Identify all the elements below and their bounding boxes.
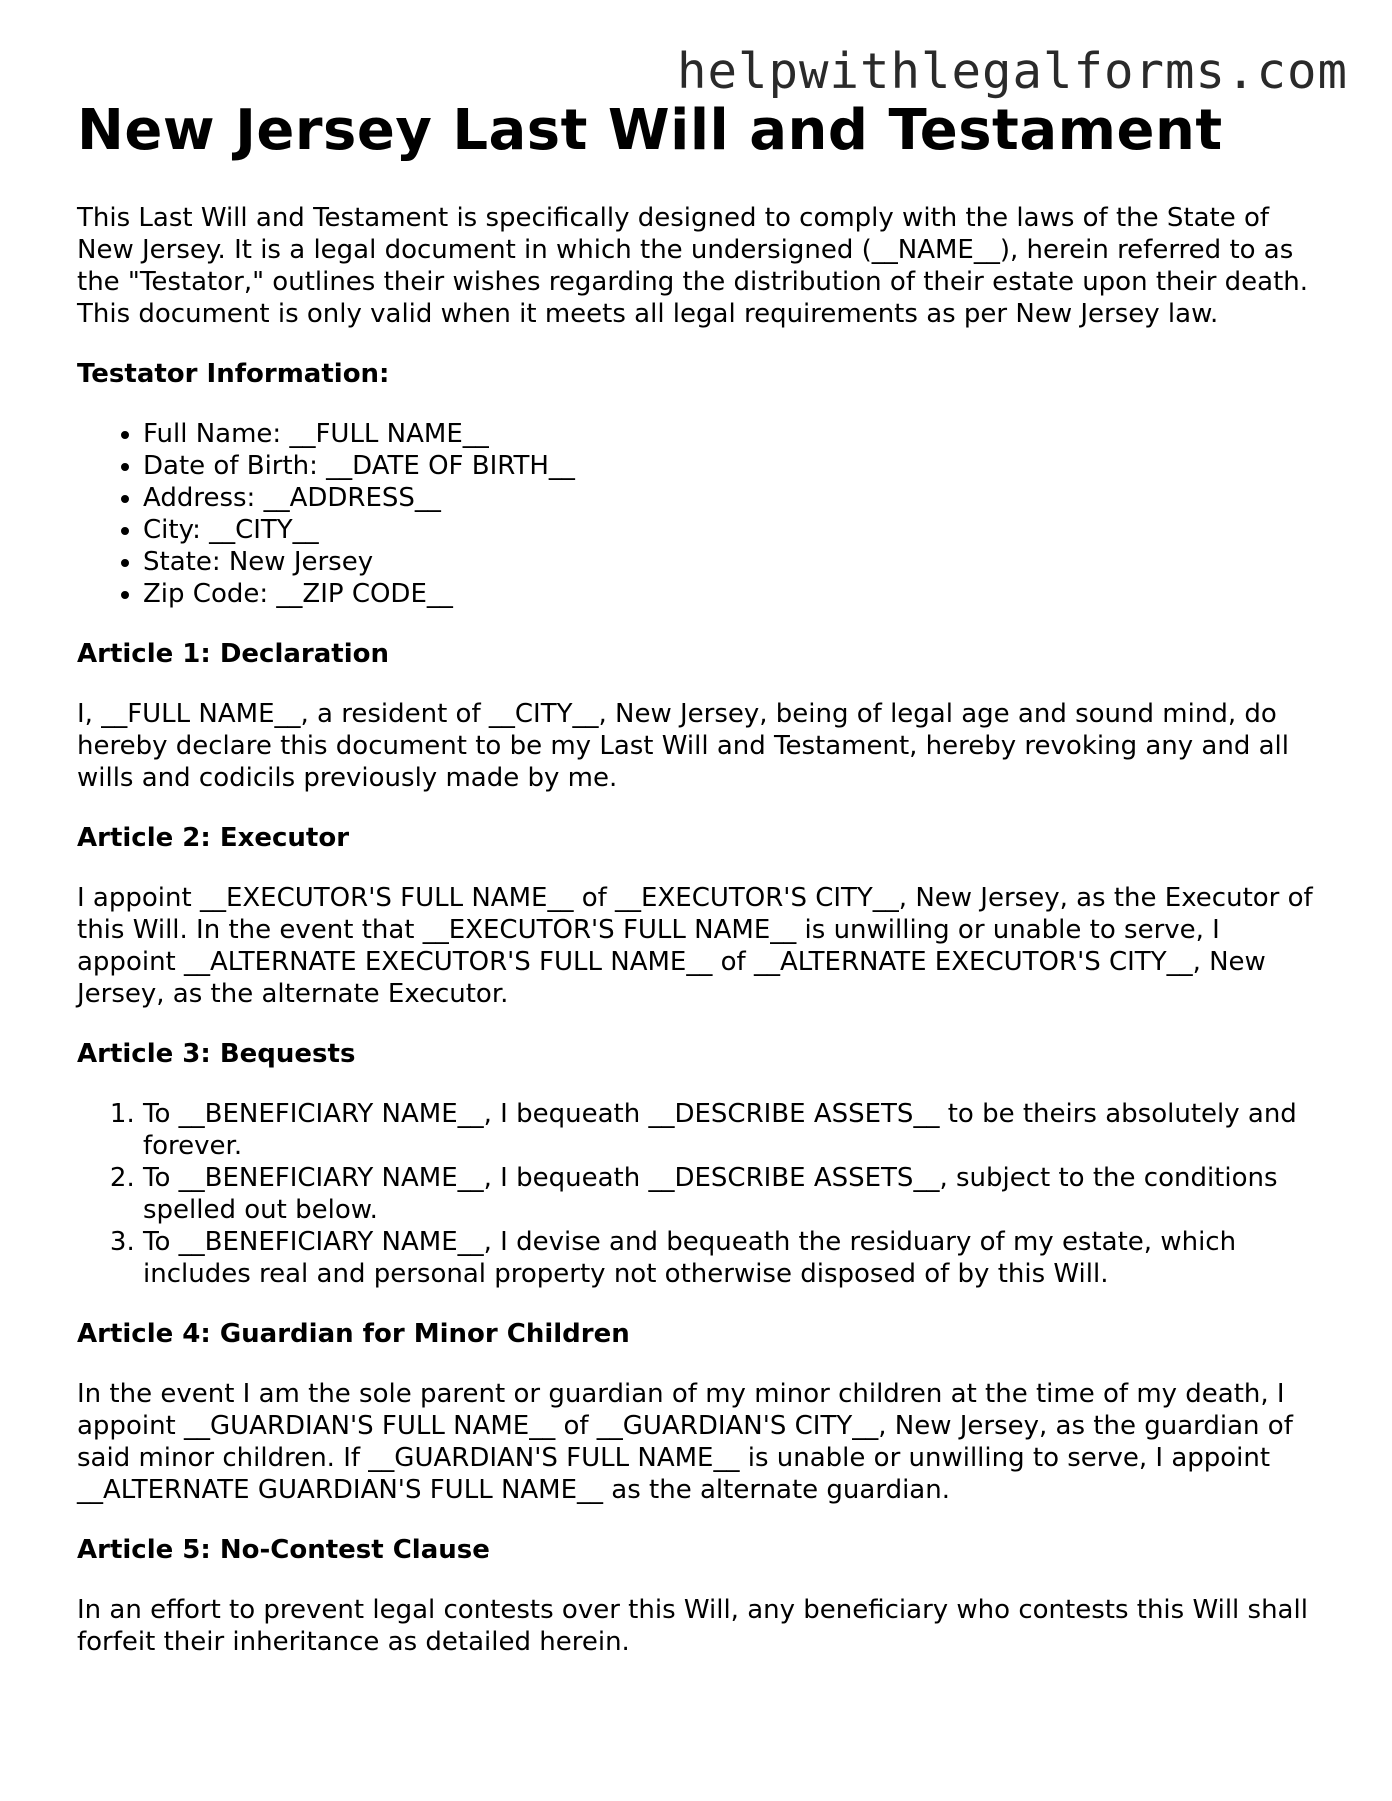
article-4-heading: Article 4: Guardian for Minor Children [77, 1319, 630, 1349]
testator-heading: Testator Information: [77, 359, 390, 389]
list-item: 2. To __BENEFICIARY NAME__, I bequeath __DESCRIBE ASSETS__, subject to the conditions spelled out below. [143, 1162, 1317, 1226]
list-item: 1. To __BENEFICIARY NAME__, I bequeath __DESCRIBE ASSETS__ to be theirs absolutely and forever. [143, 1098, 1317, 1162]
article-1-heading: Article 1: Declaration [77, 639, 389, 669]
list-item: • State: New Jersey [143, 546, 1317, 578]
list-item: • Date of Birth: __DATE OF BIRTH__ [143, 450, 1317, 482]
article-3-heading: Article 3: Bequests [77, 1039, 356, 1069]
article-2-heading: Article 2: Executor [77, 823, 350, 853]
list-item: • Full Name: __FULL NAME__ [143, 418, 1317, 450]
site-watermark: helpwithlegalforms.com [676, 43, 1348, 100]
list-item: 3. To __BENEFICIARY NAME__, I devise and bequeath the residuary of my estate, which includes real and personal property not otherwise disposed of by this Will. [143, 1226, 1317, 1290]
document-title: New Jersey Last Will and Testament [77, 98, 1223, 163]
article-5-text: In an effort to prevent legal contests over this Will, any beneficiary who contests this Will shall forfeit their inheritance as detailed herein. [77, 1595, 1308, 1657]
article-4-text: In the event I am the sole parent or guardian of my minor children at the time of my death, I appoint __GUARDIAN'S FULL NAME__ of __GUARDIAN'S CITY__, New Jersey, as the guardian of said minor children. If __GUARDIAN'S FULL NAME__ is unable or unwilling to serve, I appoint __ALTERNATE GUARDIAN'S FULL NAME__ as the alternate guardian. [77, 1379, 1293, 1505]
bequests-list [77, 1098, 1317, 1290]
list-item: • Zip Code: __ZIP CODE__ [143, 578, 1317, 610]
intro-paragraph: This Last Will and Testament is specifically designed to comply with the laws of the State of New Jersey. It is a legal document in which the undersigned (__NAME__), herein referred to as the "Testator," outlines their wishes regarding the distribution of their estate upon their death. This document is only valid when it meets all legal requirements as per New Jersey law. [77, 203, 1309, 329]
list-item: • Address: __ADDRESS__ [143, 482, 1317, 514]
list-item: • City: __CITY__ [143, 514, 1317, 546]
article-2-text: I appoint __EXECUTOR'S FULL NAME__ of __EXECUTOR'S CITY__, New Jersey, as the Executor of this Will. In the event that __EXECUTOR'S FULL NAME__ is unwilling or unable to serve, I appoint __ALTERNATE EXECUTOR'S FULL NAME__ of __ALTERNATE EXECUTOR'S CITY__, New Jersey, as the alternate Executor. [77, 883, 1313, 1009]
article-5-heading: Article 5: No-Contest Clause [77, 1535, 490, 1565]
document-page [77, 98, 1317, 1686]
article-1-text: I, __FULL NAME__, a resident of __CITY__, New Jersey, being of legal age and sound mind, do hereby declare this document to be my Last Will and Testament, hereby revoking any and all wills and codicils previously made by me. [77, 699, 1289, 793]
testator-info-list [77, 418, 1317, 610]
